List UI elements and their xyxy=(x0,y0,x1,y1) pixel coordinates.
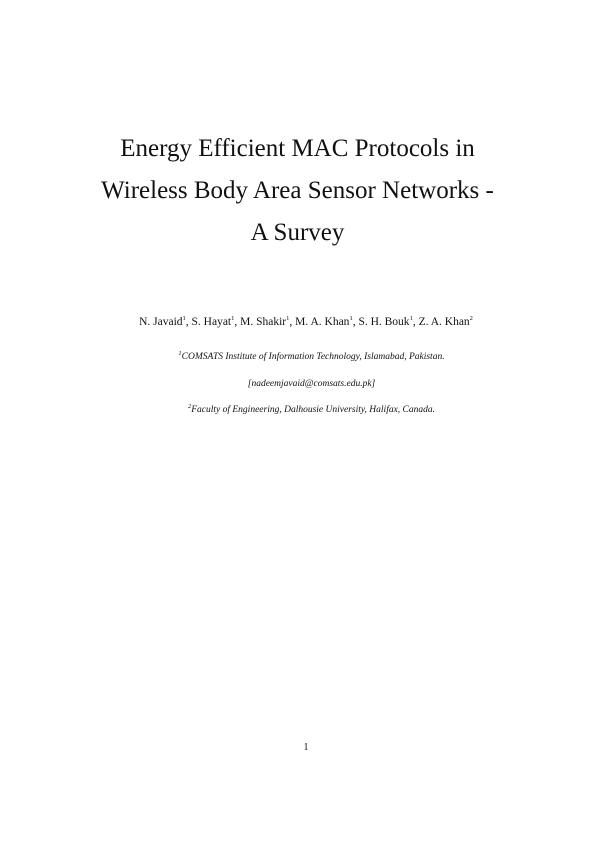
affiliation-mark: 1 xyxy=(178,349,182,357)
affiliation xyxy=(14,402,595,415)
author-affiliation-mark: 1 xyxy=(286,315,290,323)
author-name: Z. A. Khan xyxy=(418,316,470,328)
author-list: N. Javaid$^1$, S. Hayat$^1$, M. Shakir$^1$, M. A. Khan$^1$, S. H. Bouk$^1$, Z. A. Khan$^2$ xyxy=(139,315,473,328)
page-number: 1 xyxy=(303,742,309,753)
paper-title xyxy=(0,128,595,254)
affiliation-mark: 2 xyxy=(187,402,192,410)
author-name: N. Javaid xyxy=(139,316,183,328)
title-line: Energy Efficient MAC Protocols in xyxy=(120,135,475,162)
author-affiliation-mark: 1 xyxy=(349,315,353,323)
author-affiliation-mark: 1 xyxy=(231,315,235,323)
author-name: M. Shakir xyxy=(240,316,287,328)
title-line: A Survey xyxy=(250,219,345,246)
affiliation-text: COMSATS Institute of Information Technology, Islamabad, Pakistan. xyxy=(181,352,445,362)
affiliation xyxy=(14,349,595,362)
affiliation-text: Faculty of Engineering, Dalhousie University, Halifax, Canada. xyxy=(191,405,436,415)
author-affiliation-mark: 1 xyxy=(182,315,186,323)
author-name: M. A. Khan xyxy=(295,316,350,328)
author-affiliation-mark: 2 xyxy=(469,315,473,323)
author-name: S. H. Bouk xyxy=(358,316,410,328)
author-name: S. Hayat xyxy=(191,316,232,328)
author-affiliation-mark: 1 xyxy=(409,315,413,323)
title-line: Wireless Body Area Sensor Networks - xyxy=(101,177,494,204)
contact-email: [nadeemjavaid@comsats.edu.pk] xyxy=(247,379,376,389)
